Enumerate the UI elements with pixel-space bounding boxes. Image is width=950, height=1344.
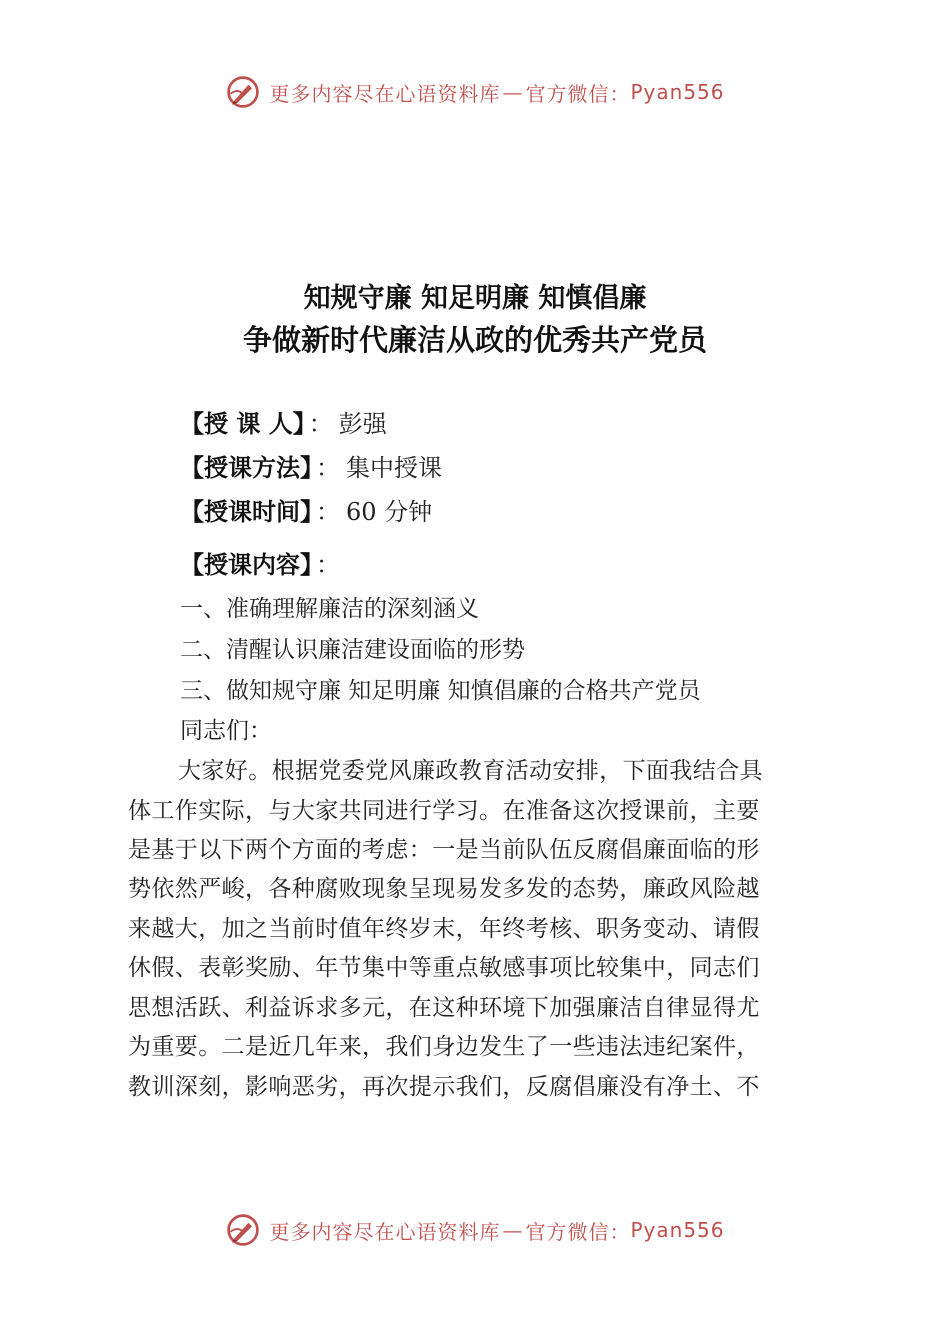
banner-wechat-label: 官方微信： xyxy=(525,81,631,106)
meta-colon: ： xyxy=(316,498,340,526)
banner-text: 更多内容尽在心语资料库 xyxy=(269,1219,501,1244)
body-line: 体工作实际，与大家共同进行学习。在准备这次授课前，主要 xyxy=(128,798,760,824)
meta-colon: ： xyxy=(308,410,333,438)
pen-logo-icon xyxy=(225,74,261,110)
banner-wechat-label: 官方微信： xyxy=(525,1219,631,1244)
footer-banner xyxy=(0,1210,950,1250)
outline-item: 三、做知规守廉 知足明廉 知慎倡廉的合格共产党员 xyxy=(180,678,701,704)
meta-method xyxy=(180,448,442,483)
document-title-line1: 知规守廉 知足明廉 知慎倡廉 xyxy=(303,283,647,314)
meta-lecturer-key: 【授 课 人】 xyxy=(180,410,305,438)
body-line: 休假、表彰奖励、年节集中等重点敏感事项比较集中，同志们 xyxy=(128,955,760,981)
meta-lecturer xyxy=(180,404,387,439)
meta-lecturer-value: 彭强 xyxy=(338,410,387,438)
meta-colon: ： xyxy=(316,454,340,482)
pen-logo-icon xyxy=(225,1212,261,1248)
body-line: 来越大，加之当前时值年终岁末，年终考核、职务变动、请假 xyxy=(128,916,760,942)
meta-duration-value: 60 分钟 xyxy=(346,498,433,526)
outline-item: 二、清醒认识廉洁建设面临的形势 xyxy=(180,637,525,663)
meta-content-key: 【授课内容】 xyxy=(180,551,312,579)
document-title-line2: 争做新时代廉洁从政的优秀共产党员 xyxy=(242,323,707,357)
banner-text: 更多内容尽在心语资料库 xyxy=(269,81,501,106)
body-line: 大家好。根据党委党风廉政教育活动安排，下面我结合具 xyxy=(178,758,763,784)
banner-dash: — xyxy=(502,1218,524,1242)
greeting: 同志们： xyxy=(180,718,272,744)
banner-wechat-id: Pyan556 xyxy=(630,1218,725,1242)
banner-wechat-id: Pyan556 xyxy=(630,80,725,104)
outline-item: 一、准确理解廉洁的深刻涵义 xyxy=(180,596,479,622)
meta-duration-key: 【授课时间】 xyxy=(180,498,312,526)
body-line: 势依然严峻，各种腐败现象呈现易发多发的态势，廉政风险越 xyxy=(128,876,760,902)
meta-duration xyxy=(180,492,432,527)
meta-method-key: 【授课方法】 xyxy=(180,454,312,482)
body-line: 教训深刻，影响恶劣，再次提示我们，反腐倡廉没有净土、不 xyxy=(128,1074,760,1100)
meta-colon: ： xyxy=(316,551,340,579)
meta-content xyxy=(180,545,346,580)
body-line: 是基于以下两个方面的考虑：一是当前队伍反腐倡廉面临的形 xyxy=(128,837,760,863)
meta-method-value: 集中授课 xyxy=(346,454,442,482)
body-line: 为重要。二是近几年来，我们身边发生了一些违法违纪案件， xyxy=(128,1034,760,1060)
header-banner xyxy=(0,72,950,112)
banner-dash: — xyxy=(502,80,524,104)
body-line: 思想活跃、利益诉求多元，在这种环境下加强廉洁自律显得尤 xyxy=(128,995,760,1021)
